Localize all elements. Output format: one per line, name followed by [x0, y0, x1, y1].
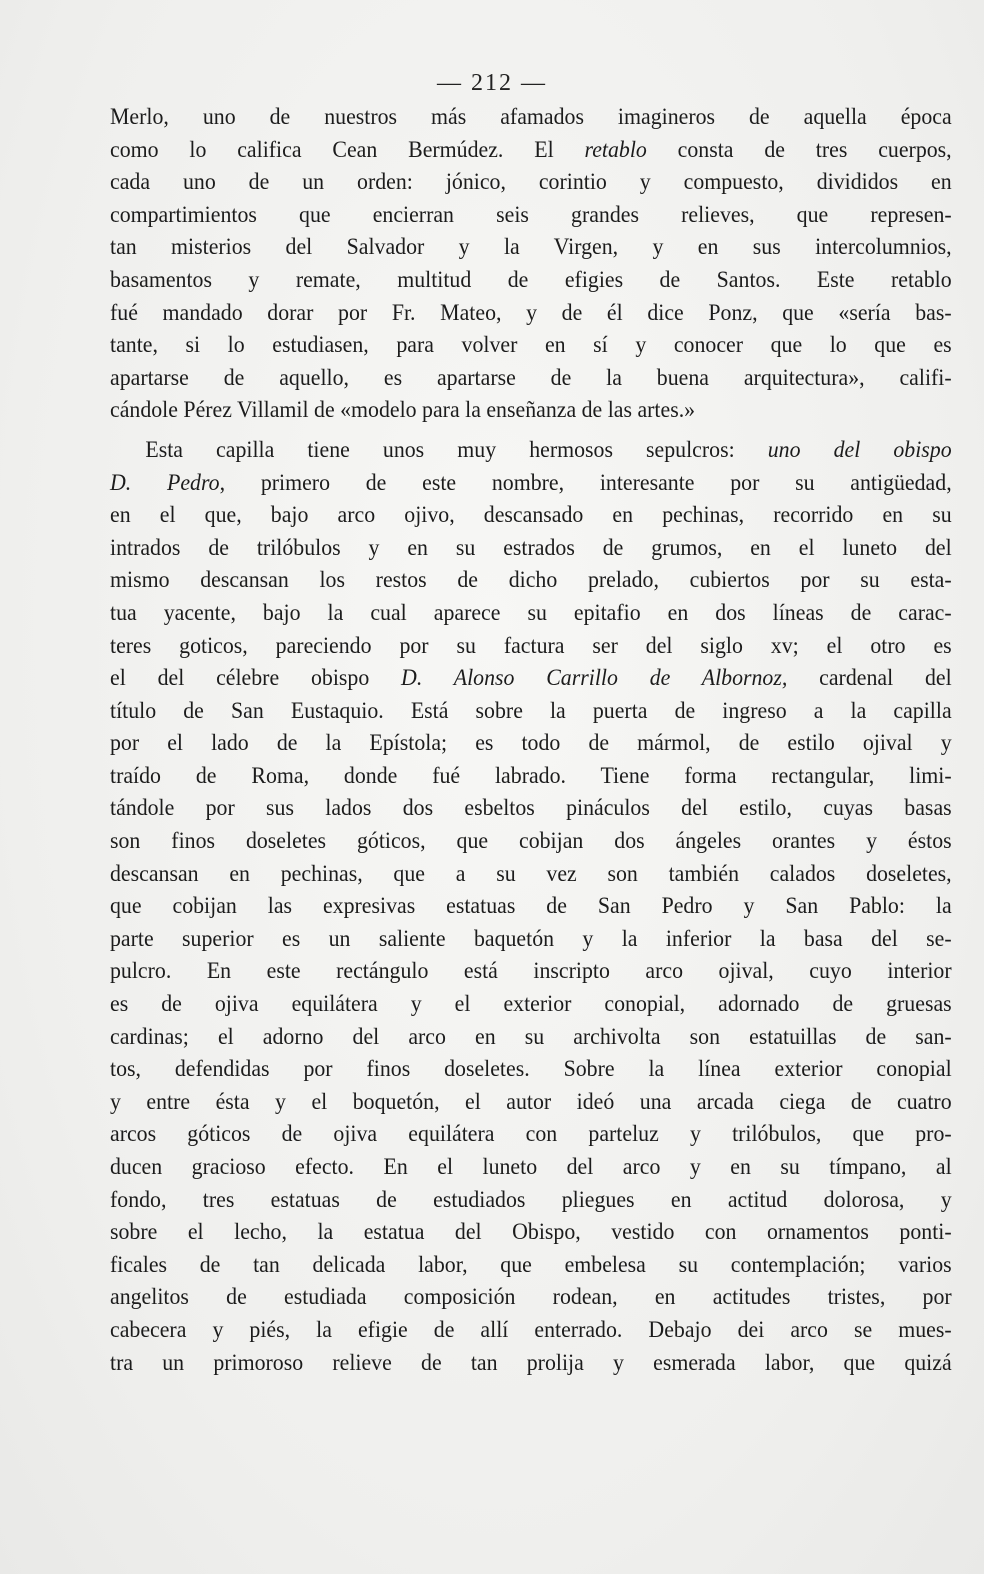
text-line: intrados de trilóbulos y en su estrados de grumos, en el luneto del	[110, 534, 952, 561]
text-line: cándole Pérez Villamil de «modelo para la enseñanza de las artes.»	[110, 397, 696, 424]
text-line: que cobijan las expresivas estatuas de San Pedro y San Pablo: la	[110, 893, 952, 920]
text-line: fondo, tres estatuas de estudiados pliegues en actitud dolorosa, y	[110, 1186, 952, 1213]
text-line: tra un primoroso relieve de tan prolija y esmerada labor, que quizá	[110, 1349, 952, 1376]
text-line: traído de Roma, donde fué labrado. Tiene forma rectangular, limi-	[110, 762, 952, 789]
text-line: sobre el lecho, la estatua del Obispo, vestido con ornamentos ponti-	[110, 1219, 952, 1246]
italic-text: uno del obispo	[767, 436, 952, 463]
body-text	[110, 101, 952, 1379]
text-line: teres goticos, pareciendo por su factura ser del siglo xv; el otro es	[110, 632, 952, 659]
text-line: compartimientos que encierran seis grandes relieves, que represen-	[110, 201, 952, 228]
text-line: apartarse de aquello, es apartarse de la buena arquitectura», califi-	[110, 364, 952, 391]
text-line: tos, defendidas por finos doseletes. Sobre la línea exterior conopial	[110, 1056, 952, 1083]
paragraph	[110, 434, 952, 1379]
text-line: parte superior es un saliente baquetón y la inferior la basa del se-	[110, 925, 952, 952]
text-line: en el que, bajo arco ojivo, descansado en pechinas, recorrido en su	[110, 502, 952, 529]
page-number: — 212 —	[437, 70, 547, 96]
italic-text: D. Alonso Carrillo de Albornoz,	[401, 665, 788, 692]
text-line: como lo califica Cean Bermúdez. El retablo consta de tres cuerpos,	[110, 136, 952, 163]
text-line: el del célebre obispo D. Alonso Carrillo de Albornoz, cardenal del	[110, 665, 952, 692]
text-line: descansan en pechinas, que a su vez son también calados doseletes,	[110, 860, 952, 887]
text-line: tan misterios del Salvador y la Virgen, y en sus intercolumnios,	[110, 234, 952, 261]
text-line: y entre ésta y el boquetón, el autor ideó una arcada ciega de cuatro	[110, 1088, 952, 1115]
text-line: ficales de tan delicada labor, que embelesa su contemplación; varios	[110, 1251, 952, 1278]
text-line: Merlo, uno de nuestros más afamados imagineros de aquella época	[110, 104, 952, 130]
italic-text: D. Pedro	[110, 469, 220, 496]
text-line: cada uno de un orden: jónico, corintio y compuesto, divididos en	[110, 169, 952, 196]
text-line: D. Pedro, primero de este nombre, interesante por su antigüedad,	[110, 469, 952, 496]
paragraph	[110, 101, 952, 427]
text-line: angelitos de estudiada composición rodean, en actitudes tristes, por	[110, 1284, 952, 1311]
text-line: tua yacente, bajo la cual aparece su epitafio en dos líneas de carac-	[110, 599, 952, 626]
text-line: son finos doseletes góticos, que cobijan dos ángeles orantes y éstos	[110, 828, 952, 855]
italic-text: retablo	[584, 136, 647, 163]
text-line: Esta capilla tiene unos muy hermosos sepulcros: uno del obispo	[145, 436, 952, 463]
text-line: es de ojiva equilátera y el exterior conopial, adornado de gruesas	[110, 991, 952, 1018]
text-line: pulcro. En este rectángulo está inscripto arco ojival, cuyo interior	[110, 958, 952, 985]
text-line: cabecera y piés, la efigie de allí enterrado. Debajo dei arco se mues-	[110, 1316, 952, 1343]
text-line: por el lado de la Epístola; es todo de mármol, de estilo ojival y	[110, 730, 952, 757]
text-line: basamentos y remate, multitud de efigies de Santos. Este retablo	[110, 266, 952, 293]
text-line: mismo descansan los restos de dicho prelado, cubiertos por su esta-	[110, 567, 952, 594]
text-line: arcos góticos de ojiva equilátera con parteluz y trilóbulos, que pro-	[110, 1121, 952, 1148]
text-line: fué mandado dorar por Fr. Mateo, y de él dice Ponz, que «sería bas-	[110, 299, 952, 326]
text-line: cardinas; el adorno del arco en su archivolta son estatuillas de san-	[110, 1023, 952, 1050]
text-line: tante, si lo estudiasen, para volver en sí y conocer que lo que es	[110, 332, 952, 359]
text-line: título de San Eustaquio. Está sobre la puerta de ingreso a la capilla	[110, 697, 952, 724]
text-line: tándole por sus lados dos esbeltos pináculos del estilo, cuyas basas	[110, 795, 952, 822]
text-line: ducen gracioso efecto. En el luneto del arco y en su tímpano, al	[110, 1154, 952, 1180]
